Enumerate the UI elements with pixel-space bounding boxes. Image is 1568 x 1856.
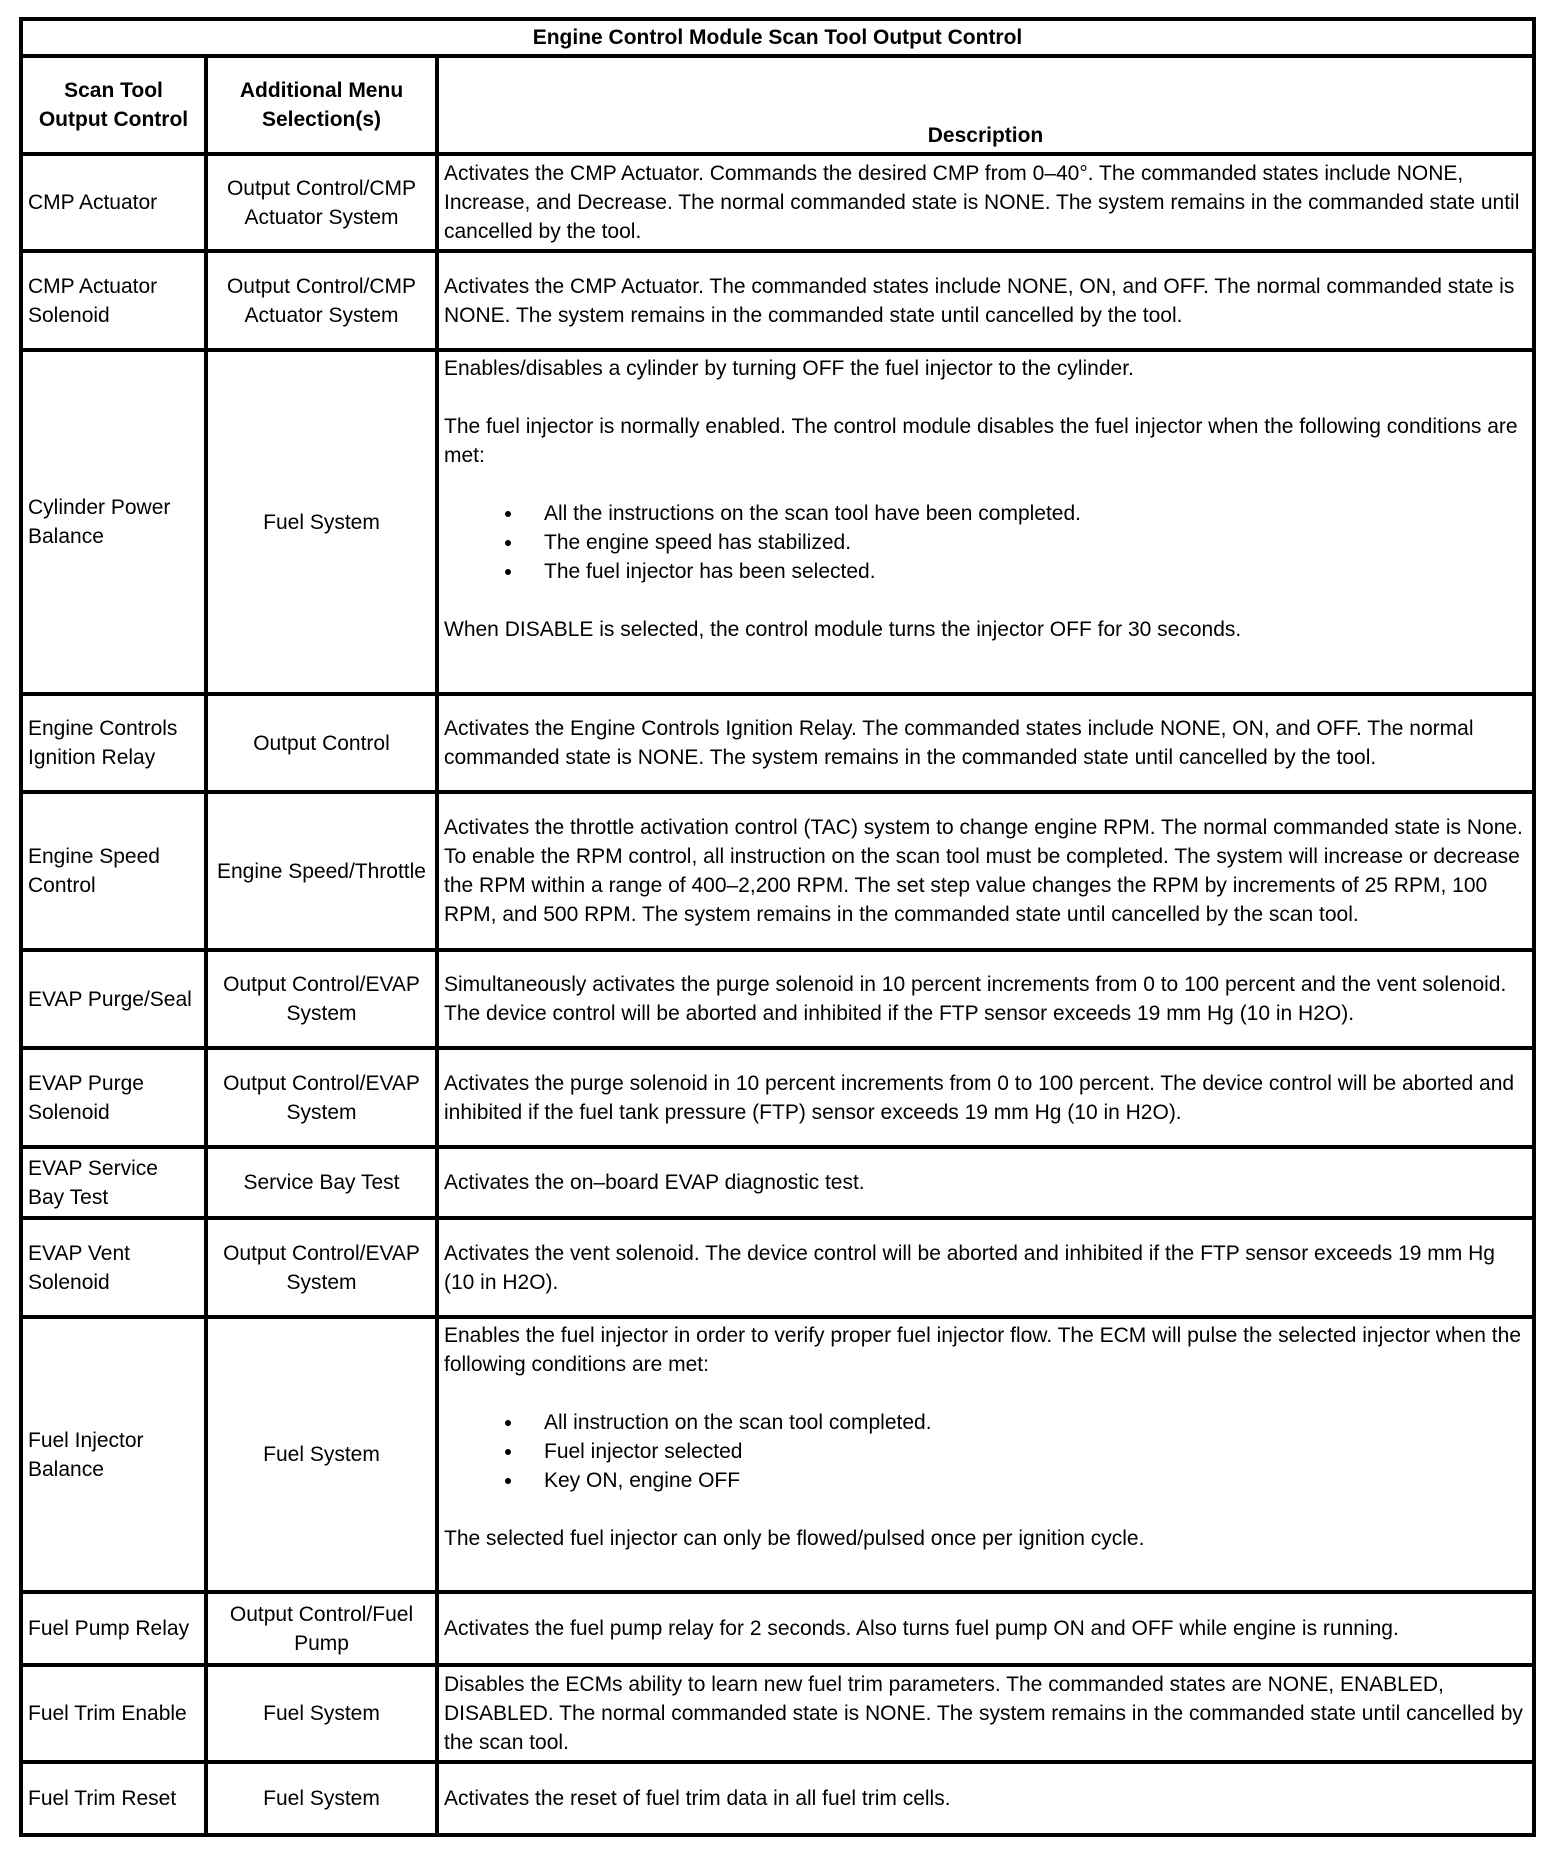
description-paragraph: The fuel injector is normally enabled. The control module disables the fuel injector when the following conditions are met: bbox=[444, 415, 1518, 467]
description-paragraph: Disables the ECMs ability to learn new fuel trim parameters. The commanded states are NONE, ENABLED, DISABLED. The normal commanded state is NONE. The system remains in the commanded state until cancelled by the scan tool. bbox=[444, 1673, 1523, 1754]
menu-selection: Output Control/EVAP System bbox=[206, 950, 437, 1048]
column-header-menu: Additional Menu Selection(s) bbox=[206, 56, 437, 154]
description-paragraph: Enables/disables a cylinder by turning OFF the fuel injector to the cylinder. bbox=[444, 357, 1134, 380]
condition-item: • All the instructions on the scan tool have been completed. bbox=[524, 499, 1527, 528]
description-paragraph: Activates the throttle activation control (TAC) system to change engine RPM. The normal commanded state is None. To enable the RPM control, all instruction on the scan tool must be completed. The system will increase or decrease the RPM within a range of 400–2,200 RPM. The set step value changes the RPM by increments of 25 RPM, 100 RPM, and 500 RPM. The system remains in the commanded state until cancelled by the scan tool. bbox=[444, 816, 1523, 926]
description bbox=[437, 154, 1534, 251]
control-name: Engine Controls Ignition Relay bbox=[21, 694, 206, 792]
menu-selection: Engine Speed/Throttle bbox=[206, 792, 437, 950]
description bbox=[437, 1665, 1534, 1762]
description bbox=[437, 792, 1534, 950]
control-name: CMP Actuator Solenoid bbox=[21, 251, 206, 350]
description-paragraph: Simultaneously activates the purge solenoid in 10 percent increments from 0 to 100 percent and the vent solenoid. The device control will be aborted and inhibited if the FTP sensor exceeds 19 mm Hg (10 in H2O). bbox=[444, 973, 1507, 1025]
control-name: EVAP Vent Solenoid bbox=[21, 1218, 206, 1317]
table-title: Engine Control Module Scan Tool Output Control bbox=[21, 19, 1534, 56]
control-name: Fuel Injector Balance bbox=[21, 1317, 206, 1592]
menu-selection: Service Bay Test bbox=[206, 1147, 437, 1218]
description-paragraph: Activates the reset of fuel trim data in all fuel trim cells. bbox=[444, 1787, 951, 1810]
condition-item: • Fuel injector selected bbox=[524, 1437, 1527, 1466]
description-note: The selected fuel injector can only be flowed/pulsed once per ignition cycle. bbox=[444, 1527, 1145, 1550]
table-row bbox=[21, 350, 1534, 694]
description-paragraph: Activates the purge solenoid in 10 percent increments from 0 to 100 percent. The device control will be aborted and inhibited if the fuel tank pressure (FTP) sensor exceeds 19 mm Hg (10 in H2O). bbox=[444, 1071, 1515, 1124]
menu-selection: Fuel System bbox=[206, 1762, 437, 1835]
table-row bbox=[21, 1048, 1534, 1147]
control-name: EVAP Purge Solenoid bbox=[21, 1048, 206, 1147]
condition-item: • The engine speed has stabilized. bbox=[524, 528, 1527, 557]
control-name: Fuel Pump Relay bbox=[21, 1592, 206, 1665]
description-paragraph: Activates the Engine Controls Ignition Relay. The commanded states include NONE, ON, and OFF. The normal commanded state is NONE. The system remains in the commanded state until cancelled by the tool. bbox=[444, 717, 1474, 769]
description bbox=[437, 950, 1534, 1048]
control-name: Fuel Trim Enable bbox=[21, 1665, 206, 1762]
description bbox=[437, 1218, 1534, 1317]
control-name: EVAP Service Bay Test bbox=[21, 1147, 206, 1218]
menu-selection: Fuel System bbox=[206, 1665, 437, 1762]
table-row bbox=[21, 1218, 1534, 1317]
description-paragraph: Enables the fuel injector in order to verify proper fuel injector flow. The ECM will pulse the selected injector when the following conditions are met: bbox=[444, 1324, 1521, 1376]
menu-selection: Output Control/EVAP System bbox=[206, 1218, 437, 1317]
control-name: CMP Actuator bbox=[21, 154, 206, 251]
menu-selection: Output Control/CMP Actuator System bbox=[206, 154, 437, 251]
menu-selection: Output Control/EVAP System bbox=[206, 1048, 437, 1147]
condition-item: • All instruction on the scan tool completed. bbox=[524, 1408, 1527, 1437]
table-row bbox=[21, 154, 1534, 251]
table-row bbox=[21, 1665, 1534, 1762]
table-row bbox=[21, 1147, 1534, 1218]
menu-selection: Output Control/CMP Actuator System bbox=[206, 251, 437, 350]
description-paragraph: Activates the fuel pump relay for 2 seconds. Also turns fuel pump ON and OFF while engine is running. bbox=[444, 1617, 1399, 1640]
menu-selection: Fuel System bbox=[206, 350, 437, 694]
table-row bbox=[21, 1592, 1534, 1665]
description bbox=[437, 350, 1534, 694]
menu-selection: Output Control/Fuel Pump bbox=[206, 1592, 437, 1665]
control-name: Cylinder Power Balance bbox=[21, 350, 206, 694]
control-name: Fuel Trim Reset bbox=[21, 1762, 206, 1835]
condition-list bbox=[444, 499, 1527, 586]
table-row bbox=[21, 251, 1534, 350]
condition-item: • Key ON, engine OFF bbox=[524, 1466, 1527, 1495]
description-paragraph: Activates the CMP Actuator. The commanded states include NONE, ON, and OFF. The normal commanded state is NONE. The system remains in the commanded state until cancelled by the tool. bbox=[444, 274, 1515, 327]
description-paragraph: Activates the on–board EVAP diagnostic test. bbox=[444, 1171, 865, 1194]
description-note: When DISABLE is selected, the control module turns the injector OFF for 30 seconds. bbox=[444, 618, 1242, 641]
description bbox=[437, 1762, 1534, 1835]
condition-list bbox=[444, 1408, 1527, 1495]
menu-selection: Output Control bbox=[206, 694, 437, 792]
description bbox=[437, 251, 1534, 350]
description-paragraph: Activates the vent solenoid. The device control will be aborted and inhibited if the FTP sensor exceeds 19 mm Hg (10 in H2O). bbox=[444, 1241, 1495, 1294]
control-name: Engine Speed Control bbox=[21, 792, 206, 950]
table-row bbox=[21, 694, 1534, 792]
column-header-control: Scan Tool Output Control bbox=[21, 56, 206, 154]
description bbox=[437, 1317, 1534, 1592]
description bbox=[437, 1592, 1534, 1665]
table-row bbox=[21, 950, 1534, 1048]
table-row bbox=[21, 1762, 1534, 1835]
condition-item: • The fuel injector has been selected. bbox=[524, 557, 1527, 586]
table-row bbox=[21, 1317, 1534, 1592]
control-name: EVAP Purge/Seal bbox=[21, 950, 206, 1048]
column-header-description: Description bbox=[437, 56, 1534, 154]
description bbox=[437, 694, 1534, 792]
menu-selection: Fuel System bbox=[206, 1317, 437, 1592]
table-row bbox=[21, 792, 1534, 950]
description bbox=[437, 1048, 1534, 1147]
output-control-table bbox=[19, 17, 1536, 1837]
description bbox=[437, 1147, 1534, 1218]
description-paragraph: Activates the CMP Actuator. Commands the desired CMP from 0–40°. The commanded states include NONE, Increase, and Decrease. The normal commanded state is NONE. The system remains in the commanded state until cancelled by the tool. bbox=[444, 162, 1520, 243]
